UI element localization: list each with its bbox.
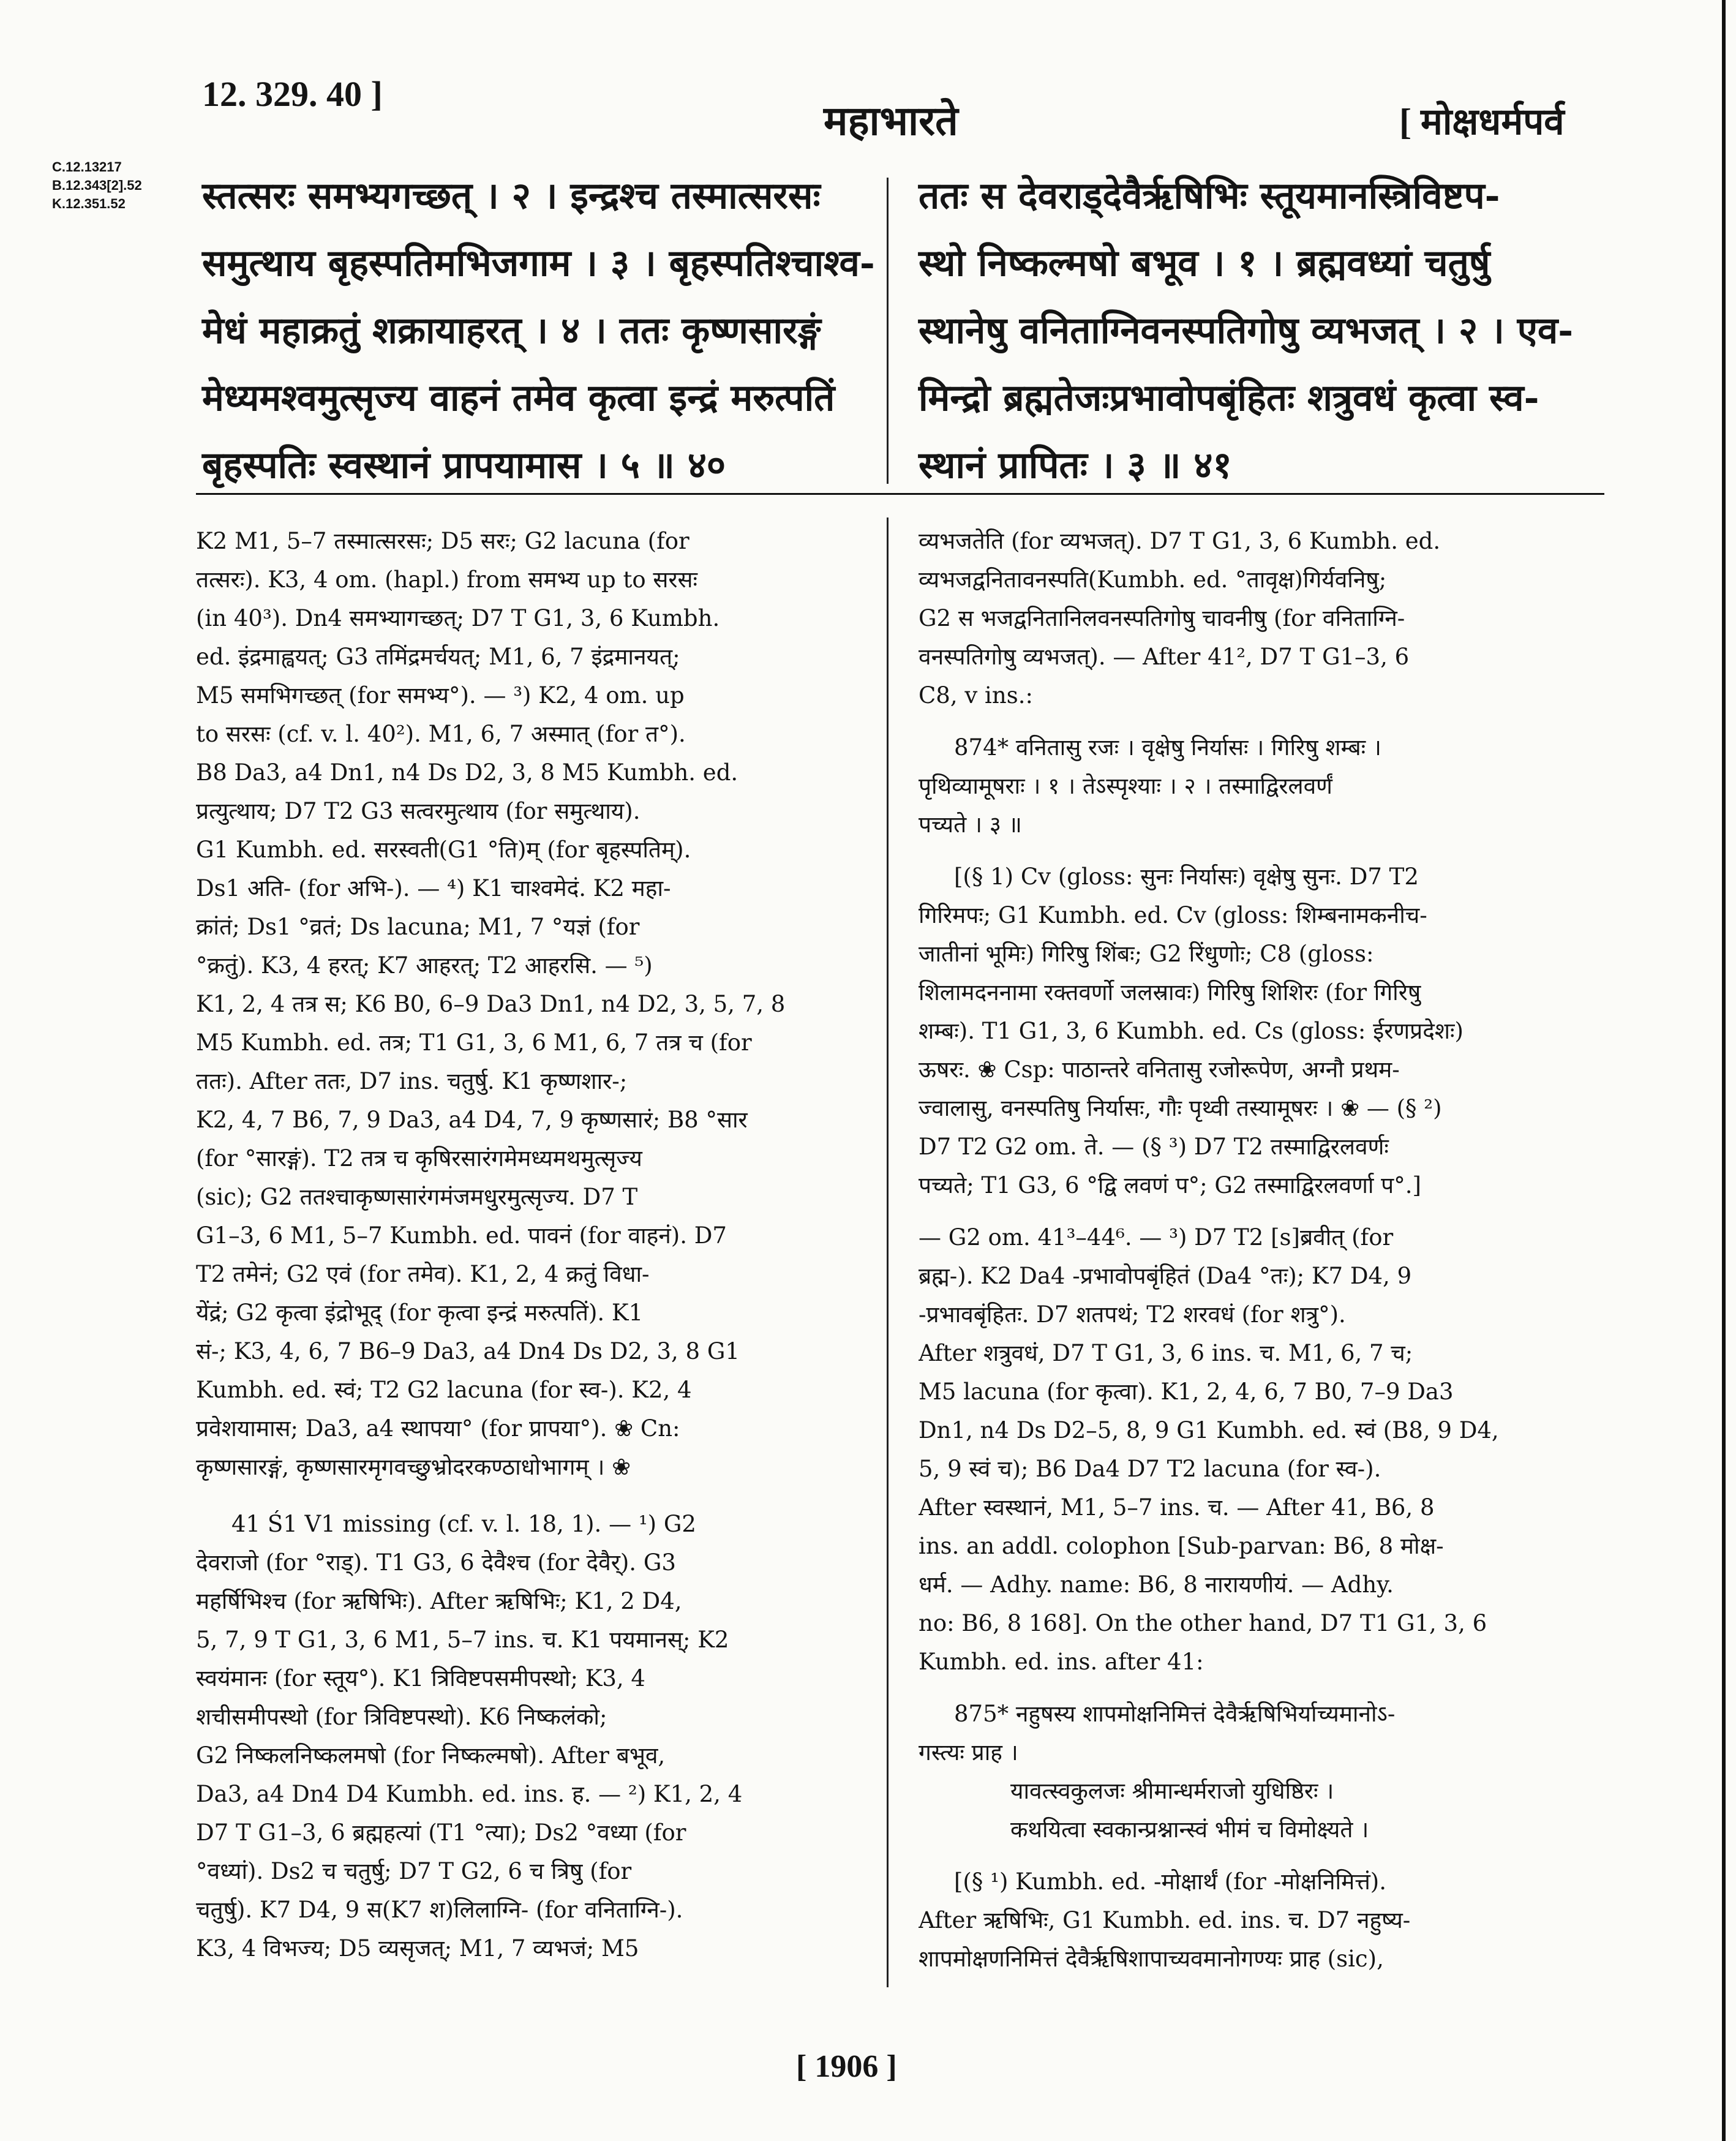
note-line: वनस्पतिगोषु व्यभजत्). — After 41², D7 T G1–3, 6	[919, 644, 1410, 670]
verse-line: स्थो निष्कल्मषो बभूव । १ । ब्रह्मवध्यां चतुर्षु	[919, 242, 1490, 285]
note-line: K3, 4 विभज्य; D5 व्यसृजत्; M1, 7 व्यभजं; M5	[196, 1935, 639, 1962]
verse-line: मिन्द्रो ब्रह्मतेजःप्रभावोपबृंहितः शत्रुवधं कृत्वा स्व-	[919, 377, 1539, 420]
paragraph-gap	[919, 1205, 1598, 1218]
verse-line: स्थानेषु वनिताग्निवनस्पतिगोषु व्यभजत् । २ । एव-	[919, 309, 1574, 352]
note-line: T2 तमेनं; G2 एवं (for तमेव). K1, 2, 4 क्रतुं विधा-	[196, 1261, 650, 1287]
note-line: गिरिमपः; G1 Kumbh. ed. Cv (gloss: शिम्बनामकनीच-	[919, 902, 1427, 928]
note-line: After शत्रुवधं, D7 T G1, 3, 6 ins. च. M1, 6, 7 च;	[919, 1340, 1413, 1366]
notes-left-column	[196, 522, 876, 1968]
note-line: शम्बः). T1 G1, 3, 6 Kumbh. ed. Cs (gloss: ईरणप्रदेशः)	[919, 1018, 1464, 1044]
note-line: D7 T2 G2 om. ते. — (§ ³) D7 T2 तस्माद्विरलवर्णः	[919, 1134, 1389, 1160]
verse-line: स्थानं प्रापितः । ३ ॥ ४१	[919, 444, 1232, 487]
note-line: B8 Da3, a4 Dn1, n4 Ds D2, 3, 8 M5 Kumbh. ed.	[196, 759, 738, 786]
note-line: C8, v ins.:	[919, 682, 1033, 709]
verse-line: स्तत्सरः समभ्यगच्छत् । २ । इन्द्रश्च तस्मात्सरसः	[202, 175, 821, 217]
note-line: महर्षिभिश्च (for ऋषिभिः). After ऋषिभिः; K1, 2 D4,	[196, 1588, 682, 1614]
note-line: प्रवेशयामास; Da3, a4 स्थापया° (for प्रापया°). ❀ Cn:	[196, 1415, 680, 1442]
note-line: कृष्णसारङ्गं, कृष्णसारमृगवच्छुभ्रोदरकण्ठाधोभागम् । ❀	[196, 1454, 631, 1480]
note-line: तत्सरः). K3, 4 om. (hapl.) from समभ्य up to सरसः	[196, 566, 698, 593]
note-line: Dn1, n4 Ds D2–5, 8, 9 G1 Kumbh. ed. स्वं (B8, 9 D4,	[919, 1417, 1499, 1443]
note-line: ed. इंद्रमाह्वयत्; G3 तमिंद्रमर्चयत्; M1, 6, 7 इंद्रमानयत्;	[196, 644, 680, 670]
note-line: to सरसः (cf. v. l. 40²). M1, 6, 7 अस्मात् (for त°).	[196, 721, 686, 747]
cross-ref: K.12.351.52	[52, 196, 126, 211]
note-line: शापमोक्षणनिमित्तं देवैर्ऋषिशापाच्यवमानोगण्यः प्राह (sic),	[919, 1946, 1384, 1972]
note-line: G1–3, 6 M1, 5–7 Kumbh. ed. पावनं (for वाहनं). D7	[196, 1222, 727, 1249]
note-line: जातीनां भूमिः) गिरिषु शिंबः; G2 रिंधुणोः; C8 (gloss:	[919, 941, 1374, 967]
paragraph-gap	[919, 844, 1598, 857]
passage-875-verse: कथयित्वा स्वकान्प्रश्नान्स्वं भीमं च विमोक्ष्यते ।	[1010, 1816, 1369, 1843]
note-line: no: B6, 8 168]. On the other hand, D7 T1 G1, 3, 6	[919, 1610, 1487, 1636]
note-line: Ds1 अति- (for अभि-). — ⁴) K1 चाश्वमेदं. K2 महा-	[196, 875, 671, 901]
note-line: प्रत्युत्थाय; D7 T2 G3 सत्वरमुत्थाय (for समुत्थाय).	[196, 798, 641, 824]
note-line: M5 lacuna (for कृत्वा). K1, 2, 4, 6, 7 B0, 7–9 Da3	[919, 1379, 1454, 1405]
verse-line: ततः स देवराड्देवैर्ऋषिभिः स्तूयमानस्त्रिविष्टप-	[919, 175, 1500, 217]
verse-right-column	[919, 162, 1592, 499]
note-line: °वध्यां). Ds2 च चतुर्षु; D7 T G2, 6 च त्रिषु (for	[196, 1858, 632, 1884]
notes-right-column	[919, 522, 1598, 1978]
note-line: क्रांतं; Ds1 °व्रतं; Ds lacuna; M1, 7 °यज्ञं (for	[196, 914, 640, 940]
note-line: ज्वालासु, वनस्पतिषु निर्यासः, गौः पृथ्वी तस्यामूषरः । ❀ — (§ ²)	[919, 1095, 1442, 1121]
note-line: 41 Ś1 V1 missing (cf. v. l. 18, 1). — ¹) G2	[231, 1511, 696, 1537]
note-line: (for °सारङ्गं). T2 तत्र च कृषिरसारंगमेमध्यमथमुत्सृज्य	[196, 1145, 642, 1172]
note-line: ऊषरः. ❀ Csp: पाठान्तरे वनितासु रजोरूपेण, अग्नौ प्रथम-	[919, 1056, 1400, 1083]
section-title: [ मोक्षधर्मपर्व	[1399, 102, 1565, 142]
note-line: 5, 7, 9 T G1, 3, 6 M1, 5–7 ins. च. K1 पयमानस्; K2	[196, 1627, 729, 1653]
verse-divider	[887, 178, 889, 484]
note-line: पच्यते; T1 G3, 6 °द्वि लवणं प°; G2 तस्माद्विरलवर्णा प°.]	[919, 1172, 1421, 1198]
note-line: (in 40³). Dn4 समभ्यागच्छत्; D7 T G1, 3, 6 Kumbh.	[196, 605, 720, 631]
verse-line: मेधं महाक्रतुं शक्रायाहरत् । ४ । ततः कृष्णसारङ्गं	[202, 309, 821, 352]
note-line: K2, 4, 7 B6, 7, 9 Da3, a4 D4, 7, 9 कृष्णसारं; B8 °सार	[196, 1107, 748, 1133]
note-line: M5 Kumbh. ed. तत्र; T1 G1, 3, 6 M1, 6, 7 तत्र च (for	[196, 1029, 752, 1056]
paragraph-gap	[196, 1486, 876, 1505]
note-line: M5 समभिगच्छत् (for समभ्य°). — ³) K2, 4 om. up	[196, 682, 685, 709]
passage-875: 875* नहुषस्य शापमोक्षनिमित्तं देवैर्ऋषिभिर्याच्यमानोऽ-	[954, 1701, 1396, 1727]
section-rule	[196, 493, 1604, 495]
note-line: धर्म. — Adhy. name: B6, 8 नारायणीयं. — Adhy.	[919, 1571, 1394, 1598]
note-line: (sic); G2 ततश्चाकृष्णसारंगमंजमधुरमुत्सृज्य. D7 T	[196, 1184, 638, 1210]
note-line: शचीसमीपस्थो (for त्रिविष्टपस्थो). K6 निष्कलंको;	[196, 1704, 607, 1730]
note-line: After ऋषिभिः, G1 Kumbh. ed. ins. च. D7 नहुष्य-	[919, 1907, 1411, 1933]
note-line: °क्रतुं). K3, 4 हरत्; K7 आहरत्; T2 आहरसि. — ⁵)	[196, 952, 653, 979]
cross-references	[52, 158, 142, 213]
passage-874: 874* वनितासु रजः । वृक्षेषु निर्यासः । गिरिषु शम्बः ।	[954, 734, 1381, 761]
note-line: ब्रह्म-). K2 Da4 -प्रभावोपबृंहितं (Da4 °तः); K7 D4, 9	[919, 1263, 1412, 1289]
paragraph-gap	[919, 715, 1598, 728]
passage-874-line: पृथिव्यामूषराः । १ । तेऽस्पृश्याः । २ । तस्माद्विरलवर्णं	[919, 773, 1332, 799]
note-line: स्वयंमानः (for स्तूय°). K1 त्रिविष्टपसमीपस्थो; K3, 4	[196, 1665, 645, 1691]
paragraph-gap	[919, 1681, 1598, 1695]
note-line: व्यभजतेति (for व्यभजत्). D7 T G1, 3, 6 Kumbh. ed.	[919, 528, 1441, 554]
note-line: सं-; K3, 4, 6, 7 B6–9 Da3, a4 Dn4 Ds D2, 3, 8 G1	[196, 1338, 740, 1364]
note-line: — G2 om. 41³–44⁶. — ³) D7 T2 [s]ब्रवीत् (for	[919, 1224, 1394, 1251]
cross-ref: C.12.13217	[52, 159, 122, 175]
note-line: ins. an addl. colophon [Sub-parvan: B6, 8 मोक्ष-	[919, 1533, 1444, 1559]
note-line: [(§ ¹) Kumbh. ed. -मोक्षार्थं (for -मोक्षनिमित्तं).	[954, 1868, 1386, 1895]
paragraph-gap	[919, 1849, 1598, 1862]
note-line: ततः). After ततः, D7 ins. चतुर्षु. K1 कृष्णशार-;	[196, 1068, 628, 1094]
page-title: महाभारते	[824, 99, 958, 144]
note-line: After स्वस्थानं, M1, 5–7 ins. च. — After 41, B6, 8	[919, 1494, 1435, 1521]
note-line: Kumbh. ed. ins. after 41:	[919, 1649, 1204, 1675]
verse-line: समुत्थाय बृहस्पतिमभिजगाम । ३ । बृहस्पतिश्चाश्व-	[202, 242, 875, 285]
note-line: चतुर्षु). K7 D4, 9 स(K7 श)लिलाग्नि- (for वनिताग्नि-).	[196, 1897, 683, 1923]
passage-874-line: पच्यते । ३ ॥	[919, 811, 1022, 838]
note-line: Da3, a4 Dn4 D4 Kumbh. ed. ins. ह. — ²) K1, 2, 4	[196, 1781, 743, 1807]
notes-divider	[887, 517, 889, 1987]
note-line: G2 निष्कलनिष्कलमषो (for निष्कल्मषो). After बभूव,	[196, 1742, 666, 1769]
passage-875-line: गस्त्यः प्राह ।	[919, 1739, 1018, 1766]
note-line: D7 T G1–3, 6 ब्रह्महत्यां (T1 °त्या); Ds2 °वध्या (for	[196, 1819, 686, 1846]
page-reference: 12. 329. 40 ]	[202, 74, 383, 114]
passage-875-verse: यावत्स्वकुलजः श्रीमान्धर्मराजो युधिष्ठिरः ।	[1010, 1778, 1334, 1804]
page-number: [ 1906 ]	[796, 2049, 897, 2084]
note-line: व्यभजद्वनितावनस्पति(Kumbh. ed. °तावृक्ष)गिर्यवनिषु;	[919, 566, 1387, 593]
verse-line: बृहस्पतिः स्वस्थानं प्रापयामास । ५ ॥ ४०	[202, 444, 726, 487]
note-line: देवराजो (for °राड्). T1 G3, 6 देवैश्च (for देवैर्). G3	[196, 1549, 676, 1576]
note-line: 5, 9 स्वं च); B6 Da4 D7 T2 lacuna (for स्व-).	[919, 1456, 1381, 1482]
note-line: [(§ 1) Cv (gloss: सुनः निर्यासः) वृक्षेषु सुनः. D7 T2	[954, 864, 1419, 890]
note-line: -प्रभावबृंहितः. D7 शतपथं; T2 शरवधं (for शत्रु°).	[919, 1301, 1346, 1328]
note-line: K2 M1, 5–7 तस्मात्सरसः; D5 सरः; G2 lacuna (for	[196, 528, 690, 554]
note-line: Kumbh. ed. स्वं; T2 G2 lacuna (for स्व-). K2, 4	[196, 1377, 692, 1403]
cross-ref: B.12.343[2].52	[52, 178, 142, 193]
verse-line: मेध्यमश्वमुत्सृज्य वाहनं तमेव कृत्वा इन्द्रं मरुत्पतिं	[202, 377, 835, 420]
scan-edge	[1722, 0, 1726, 2141]
note-line: G2 स भजद्वनितानिलवनस्पतिगोषु चावनीषु (for वनिताग्नि-	[919, 605, 1405, 631]
note-line: येंद्रं; G2 कृत्वा इंद्रोभूद् (for कृत्वा इन्द्रं मरुत्पतिं). K1	[196, 1300, 644, 1326]
note-line: K1, 2, 4 तत्र स; K6 B0, 6–9 Da3 Dn1, n4 D2, 3, 5, 7, 8	[196, 991, 786, 1017]
verse-left-column	[202, 162, 882, 499]
note-line: शिलामदननामा रक्तवर्णो जलस्रावः) गिरिषु शिशिरः (for गिरिषु	[919, 979, 1421, 1006]
note-line: G1 Kumbh. ed. सरस्वती(G1 °ति)म् (for बृहस्पतिम्).	[196, 837, 691, 863]
